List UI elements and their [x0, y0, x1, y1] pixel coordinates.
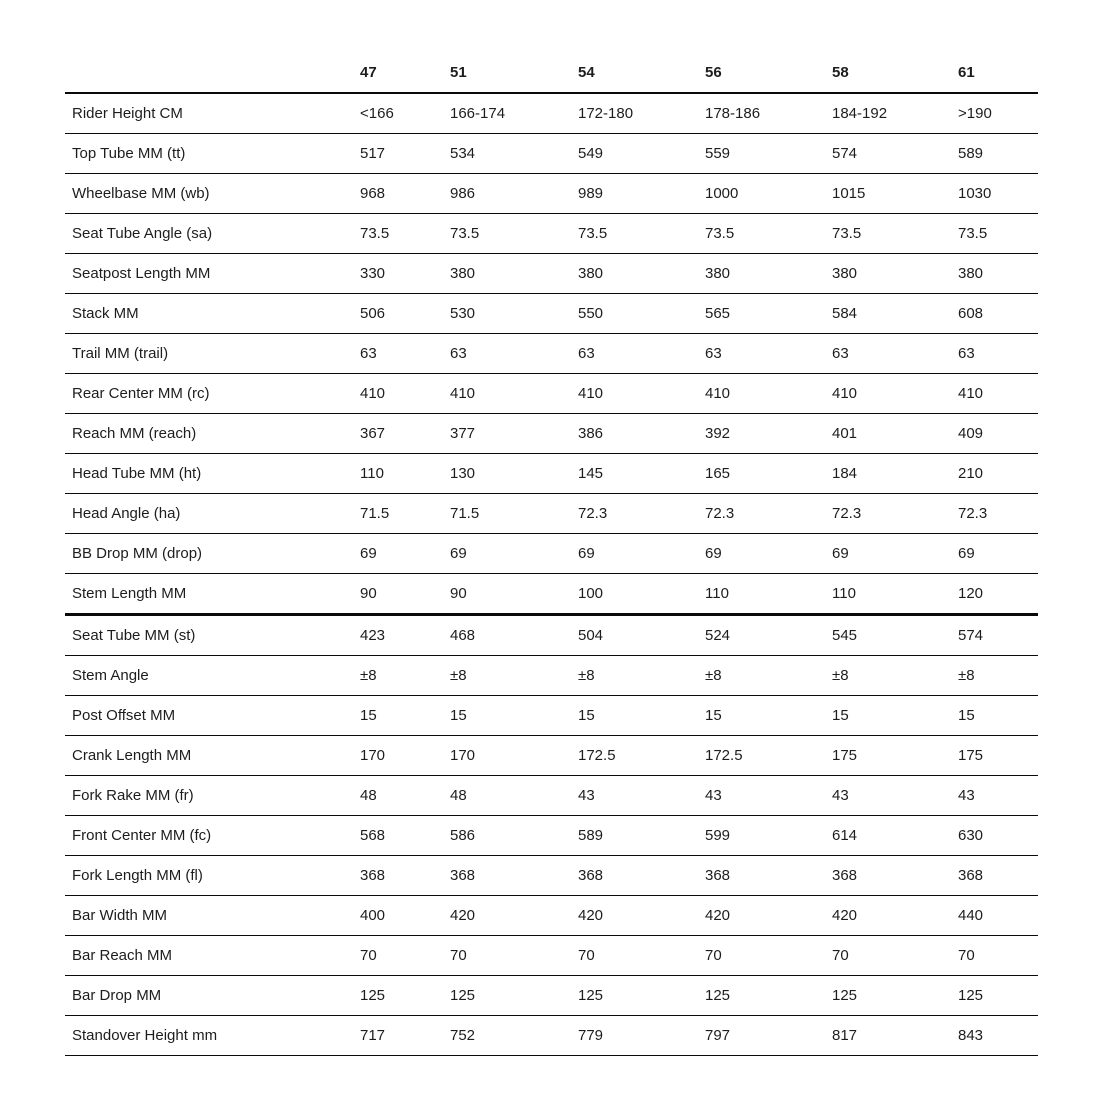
- cell-value: 69: [958, 534, 1038, 574]
- cell-value: 175: [832, 736, 958, 776]
- cell-value: 170: [360, 736, 450, 776]
- cell-value: 534: [450, 134, 578, 174]
- cell-value: 73.5: [958, 214, 1038, 254]
- cell-value: 368: [450, 856, 578, 896]
- cell-value: 468: [450, 615, 578, 656]
- row-label: Front Center MM (fc): [65, 816, 360, 856]
- cell-value: 175: [958, 736, 1038, 776]
- cell-value: 368: [578, 856, 705, 896]
- size-column-header: 51: [450, 53, 578, 93]
- row-label: Trail MM (trail): [65, 334, 360, 374]
- cell-value: 584: [832, 294, 958, 334]
- cell-value: 380: [705, 254, 832, 294]
- cell-value: 517: [360, 134, 450, 174]
- cell-value: 568: [360, 816, 450, 856]
- cell-value: ±8: [450, 656, 578, 696]
- cell-value: 968: [360, 174, 450, 214]
- cell-value: 420: [832, 896, 958, 936]
- table-row: [65, 374, 1038, 414]
- cell-value: 15: [832, 696, 958, 736]
- cell-value: 586: [450, 816, 578, 856]
- cell-value: 69: [705, 534, 832, 574]
- cell-value: 608: [958, 294, 1038, 334]
- cell-value: 574: [832, 134, 958, 174]
- cell-value: 63: [958, 334, 1038, 374]
- table-row: [65, 294, 1038, 334]
- cell-value: 420: [578, 896, 705, 936]
- row-label: Standover Height mm: [65, 1016, 360, 1056]
- cell-value: 986: [450, 174, 578, 214]
- table-row: [65, 534, 1038, 574]
- table-row: [65, 574, 1038, 615]
- table-row: [65, 976, 1038, 1016]
- cell-value: 368: [360, 856, 450, 896]
- cell-value: 125: [450, 976, 578, 1016]
- cell-value: 380: [958, 254, 1038, 294]
- cell-value: 559: [705, 134, 832, 174]
- table-row: [65, 1016, 1038, 1056]
- table-row: [65, 174, 1038, 214]
- cell-value: 440: [958, 896, 1038, 936]
- cell-value: 73.5: [832, 214, 958, 254]
- cell-value: 380: [450, 254, 578, 294]
- cell-value: 817: [832, 1016, 958, 1056]
- cell-value: 170: [450, 736, 578, 776]
- cell-value: 410: [832, 374, 958, 414]
- size-column-header: 47: [360, 53, 450, 93]
- row-label: Bar Drop MM: [65, 976, 360, 1016]
- cell-value: 184: [832, 454, 958, 494]
- cell-value: 48: [450, 776, 578, 816]
- cell-value: 43: [705, 776, 832, 816]
- cell-value: 63: [578, 334, 705, 374]
- table-row: [65, 856, 1038, 896]
- table-row: [65, 454, 1038, 494]
- cell-value: 15: [578, 696, 705, 736]
- cell-value: 368: [958, 856, 1038, 896]
- cell-value: 565: [705, 294, 832, 334]
- cell-value: 70: [450, 936, 578, 976]
- cell-value: 506: [360, 294, 450, 334]
- cell-value: 125: [958, 976, 1038, 1016]
- cell-value: ±8: [958, 656, 1038, 696]
- row-label: Seat Tube MM (st): [65, 615, 360, 656]
- table-row: [65, 936, 1038, 976]
- row-label: Stem Length MM: [65, 574, 360, 615]
- cell-value: 120: [958, 574, 1038, 615]
- size-column-header: 56: [705, 53, 832, 93]
- cell-value: 71.5: [360, 494, 450, 534]
- cell-value: 72.3: [958, 494, 1038, 534]
- cell-value: 43: [958, 776, 1038, 816]
- cell-value: 549: [578, 134, 705, 174]
- cell-value: 401: [832, 414, 958, 454]
- cell-value: 70: [832, 936, 958, 976]
- cell-value: 420: [450, 896, 578, 936]
- row-label: Head Angle (ha): [65, 494, 360, 534]
- cell-value: 90: [450, 574, 578, 615]
- cell-value: 110: [832, 574, 958, 615]
- cell-value: 100: [578, 574, 705, 615]
- cell-value: 410: [705, 374, 832, 414]
- cell-value: 130: [450, 454, 578, 494]
- cell-value: 15: [360, 696, 450, 736]
- cell-value: 409: [958, 414, 1038, 454]
- cell-value: 90: [360, 574, 450, 615]
- cell-value: 172-180: [578, 93, 705, 134]
- cell-value: 410: [958, 374, 1038, 414]
- cell-value: 368: [705, 856, 832, 896]
- cell-value: 717: [360, 1016, 450, 1056]
- geometry-table-body: [65, 93, 1038, 1056]
- cell-value: 69: [832, 534, 958, 574]
- cell-value: 614: [832, 816, 958, 856]
- cell-value: 110: [360, 454, 450, 494]
- row-label: Head Tube MM (ht): [65, 454, 360, 494]
- cell-value: 70: [958, 936, 1038, 976]
- cell-value: 524: [705, 615, 832, 656]
- cell-value: 410: [450, 374, 578, 414]
- row-label: Stem Angle: [65, 656, 360, 696]
- cell-value: 1030: [958, 174, 1038, 214]
- table-row: [65, 494, 1038, 534]
- cell-value: 125: [832, 976, 958, 1016]
- cell-value: 779: [578, 1016, 705, 1056]
- cell-value: ±8: [705, 656, 832, 696]
- cell-value: 589: [578, 816, 705, 856]
- cell-value: 368: [832, 856, 958, 896]
- cell-value: 1015: [832, 174, 958, 214]
- cell-value: 69: [360, 534, 450, 574]
- cell-value: 43: [832, 776, 958, 816]
- row-label: Bar Reach MM: [65, 936, 360, 976]
- bike-geometry-table: [65, 53, 1038, 1056]
- cell-value: 550: [578, 294, 705, 334]
- cell-value: 145: [578, 454, 705, 494]
- cell-value: 73.5: [578, 214, 705, 254]
- cell-value: 172.5: [705, 736, 832, 776]
- table-row: [65, 696, 1038, 736]
- cell-value: 599: [705, 816, 832, 856]
- table-row: [65, 414, 1038, 454]
- cell-value: 72.3: [832, 494, 958, 534]
- cell-value: 125: [360, 976, 450, 1016]
- cell-value: 377: [450, 414, 578, 454]
- cell-value: 392: [705, 414, 832, 454]
- cell-value: 400: [360, 896, 450, 936]
- cell-value: ±8: [360, 656, 450, 696]
- size-column-header: 61: [958, 53, 1038, 93]
- cell-value: 72.3: [578, 494, 705, 534]
- cell-value: 70: [578, 936, 705, 976]
- cell-value: 380: [578, 254, 705, 294]
- cell-value: 1000: [705, 174, 832, 214]
- cell-value: 71.5: [450, 494, 578, 534]
- cell-value: 989: [578, 174, 705, 214]
- cell-value: 48: [360, 776, 450, 816]
- cell-value: 172.5: [578, 736, 705, 776]
- row-label: Seatpost Length MM: [65, 254, 360, 294]
- cell-value: 110: [705, 574, 832, 615]
- cell-value: 63: [360, 334, 450, 374]
- table-row: [65, 656, 1038, 696]
- row-label: Fork Rake MM (fr): [65, 776, 360, 816]
- row-label: Crank Length MM: [65, 736, 360, 776]
- cell-value: 530: [450, 294, 578, 334]
- cell-value: 410: [360, 374, 450, 414]
- size-column-header: 58: [832, 53, 958, 93]
- cell-value: 125: [705, 976, 832, 1016]
- cell-value: 70: [705, 936, 832, 976]
- row-label: Rear Center MM (rc): [65, 374, 360, 414]
- cell-value: 797: [705, 1016, 832, 1056]
- cell-value: 843: [958, 1016, 1038, 1056]
- cell-value: 63: [450, 334, 578, 374]
- cell-value: 73.5: [360, 214, 450, 254]
- corner-cell: [65, 53, 360, 93]
- cell-value: 43: [578, 776, 705, 816]
- table-row: [65, 254, 1038, 294]
- table-row: [65, 896, 1038, 936]
- cell-value: 504: [578, 615, 705, 656]
- cell-value: 386: [578, 414, 705, 454]
- cell-value: 15: [450, 696, 578, 736]
- table-row: [65, 134, 1038, 174]
- cell-value: 330: [360, 254, 450, 294]
- cell-value: ±8: [578, 656, 705, 696]
- cell-value: >190: [958, 93, 1038, 134]
- cell-value: 166-174: [450, 93, 578, 134]
- row-label: Rider Height CM: [65, 93, 360, 134]
- size-header-row: [65, 53, 1038, 93]
- cell-value: 545: [832, 615, 958, 656]
- cell-value: ±8: [832, 656, 958, 696]
- table-row: [65, 776, 1038, 816]
- cell-value: 423: [360, 615, 450, 656]
- cell-value: 574: [958, 615, 1038, 656]
- cell-value: 178-186: [705, 93, 832, 134]
- table-row: [65, 816, 1038, 856]
- cell-value: 63: [705, 334, 832, 374]
- row-label: Post Offset MM: [65, 696, 360, 736]
- cell-value: 420: [705, 896, 832, 936]
- cell-value: 69: [578, 534, 705, 574]
- cell-value: <166: [360, 93, 450, 134]
- cell-value: 630: [958, 816, 1038, 856]
- geometry-table-container: [65, 53, 1038, 1056]
- row-label: Stack MM: [65, 294, 360, 334]
- table-row: [65, 214, 1038, 254]
- cell-value: 15: [705, 696, 832, 736]
- size-column-header: 54: [578, 53, 705, 93]
- cell-value: 367: [360, 414, 450, 454]
- row-label: Seat Tube Angle (sa): [65, 214, 360, 254]
- cell-value: 72.3: [705, 494, 832, 534]
- cell-value: 380: [832, 254, 958, 294]
- row-label: Bar Width MM: [65, 896, 360, 936]
- cell-value: 589: [958, 134, 1038, 174]
- cell-value: 410: [578, 374, 705, 414]
- cell-value: 165: [705, 454, 832, 494]
- table-row: [65, 334, 1038, 374]
- row-label: Wheelbase MM (wb): [65, 174, 360, 214]
- row-label: Fork Length MM (fl): [65, 856, 360, 896]
- cell-value: 210: [958, 454, 1038, 494]
- cell-value: 15: [958, 696, 1038, 736]
- cell-value: 70: [360, 936, 450, 976]
- row-label: Reach MM (reach): [65, 414, 360, 454]
- cell-value: 184-192: [832, 93, 958, 134]
- row-label: Top Tube MM (tt): [65, 134, 360, 174]
- table-row: [65, 736, 1038, 776]
- cell-value: 63: [832, 334, 958, 374]
- table-row: [65, 93, 1038, 134]
- row-label: BB Drop MM (drop): [65, 534, 360, 574]
- cell-value: 125: [578, 976, 705, 1016]
- cell-value: 73.5: [450, 214, 578, 254]
- cell-value: 73.5: [705, 214, 832, 254]
- cell-value: 69: [450, 534, 578, 574]
- table-row: [65, 615, 1038, 656]
- cell-value: 752: [450, 1016, 578, 1056]
